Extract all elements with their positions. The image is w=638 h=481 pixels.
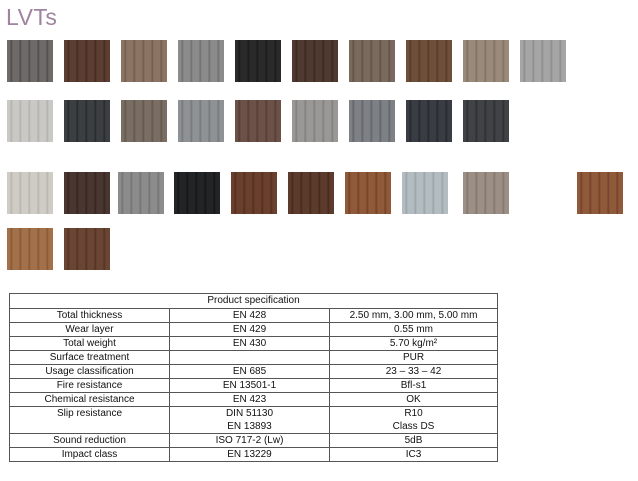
spec-value: PUR	[330, 351, 498, 365]
swatch-4-2	[64, 228, 110, 270]
swatch-2-8	[406, 100, 452, 142]
swatch-2-9	[463, 100, 509, 142]
table-row	[10, 379, 498, 393]
spec-property: Total thickness	[10, 309, 170, 323]
swatch-2-1	[7, 100, 53, 142]
swatch-3-1	[7, 172, 53, 214]
spec-value: 5.70 kg/m²	[330, 337, 498, 351]
spec-standard: EN 423	[170, 393, 330, 407]
swatch-1-3	[121, 40, 167, 82]
table-header: Product specification	[10, 294, 498, 309]
table-row	[10, 448, 498, 462]
swatch-1-6	[292, 40, 338, 82]
spec-standard: EN 13229	[170, 448, 330, 462]
spec-property: Wear layer	[10, 323, 170, 337]
swatch-4-1	[7, 228, 53, 270]
swatch-1-4	[178, 40, 224, 82]
swatch-2-2	[64, 100, 110, 142]
swatch-2-7	[349, 100, 395, 142]
spec-standard-line: EN 13893	[227, 421, 272, 432]
spec-standard-line: DIN 51130	[225, 408, 274, 419]
swatch-1-10	[520, 40, 566, 82]
spec-property: Usage classification	[10, 365, 170, 379]
spec-standard: EN 430	[170, 337, 330, 351]
swatch-3-6	[288, 172, 334, 214]
table-row	[10, 323, 498, 337]
spec-standard	[170, 351, 330, 365]
spec-standard: EN 428	[170, 309, 330, 323]
table-row	[10, 434, 498, 448]
spec-standard: ISO 717-2 (Lw)	[170, 434, 330, 448]
swatch-1-1	[7, 40, 53, 82]
spec-property: Chemical resistance	[10, 393, 170, 407]
swatch-1-5	[235, 40, 281, 82]
spec-standard: EN 429	[170, 323, 330, 337]
table-row	[10, 337, 498, 351]
swatch-2-5	[235, 100, 281, 142]
table-row	[10, 309, 498, 323]
swatch-1-9	[463, 40, 509, 82]
swatch-3-3	[118, 172, 164, 214]
table-row	[10, 351, 498, 365]
spec-value: 5dB	[330, 434, 498, 448]
spec-property: Fire resistance	[10, 379, 170, 393]
spec-value: Bfl-s1	[330, 379, 498, 393]
spec-property: Slip resistance	[10, 407, 170, 434]
table-row	[10, 393, 498, 407]
spec-standard	[170, 407, 330, 434]
swatch-3-9	[463, 172, 509, 214]
swatch-1-2	[64, 40, 110, 82]
spec-value-line: Class DS	[392, 421, 435, 432]
swatch-2-6	[292, 100, 338, 142]
spec-value: OK	[330, 393, 498, 407]
spec-standard: EN 685	[170, 365, 330, 379]
swatch-3-7	[345, 172, 391, 214]
swatch-2-3	[121, 100, 167, 142]
swatch-3-4	[174, 172, 220, 214]
swatch-3-10	[577, 172, 623, 214]
spec-value	[330, 407, 498, 434]
table-row	[10, 365, 498, 379]
spec-property: Total weight	[10, 337, 170, 351]
spec-property: Sound reduction	[10, 434, 170, 448]
spec-value: 0.55 mm	[330, 323, 498, 337]
spec-standard: EN 13501-1	[170, 379, 330, 393]
table-header-row	[10, 294, 498, 309]
spec-property: Surface treatment	[10, 351, 170, 365]
swatch-3-5	[231, 172, 277, 214]
spec-value: IC3	[330, 448, 498, 462]
swatch-3-2	[64, 172, 110, 214]
spec-value: 2.50 mm, 3.00 mm, 5.00 mm	[330, 309, 498, 323]
spec-value-line: R10	[404, 408, 423, 419]
spec-value: 23 – 33 – 42	[330, 365, 498, 379]
table-row	[10, 407, 498, 434]
swatch-1-7	[349, 40, 395, 82]
swatch-3-8	[402, 172, 448, 214]
page-title: LVTs	[6, 4, 58, 30]
swatch-1-8	[406, 40, 452, 82]
product-specification-table	[9, 293, 498, 462]
swatch-2-4	[178, 100, 224, 142]
spec-property: Impact class	[10, 448, 170, 462]
